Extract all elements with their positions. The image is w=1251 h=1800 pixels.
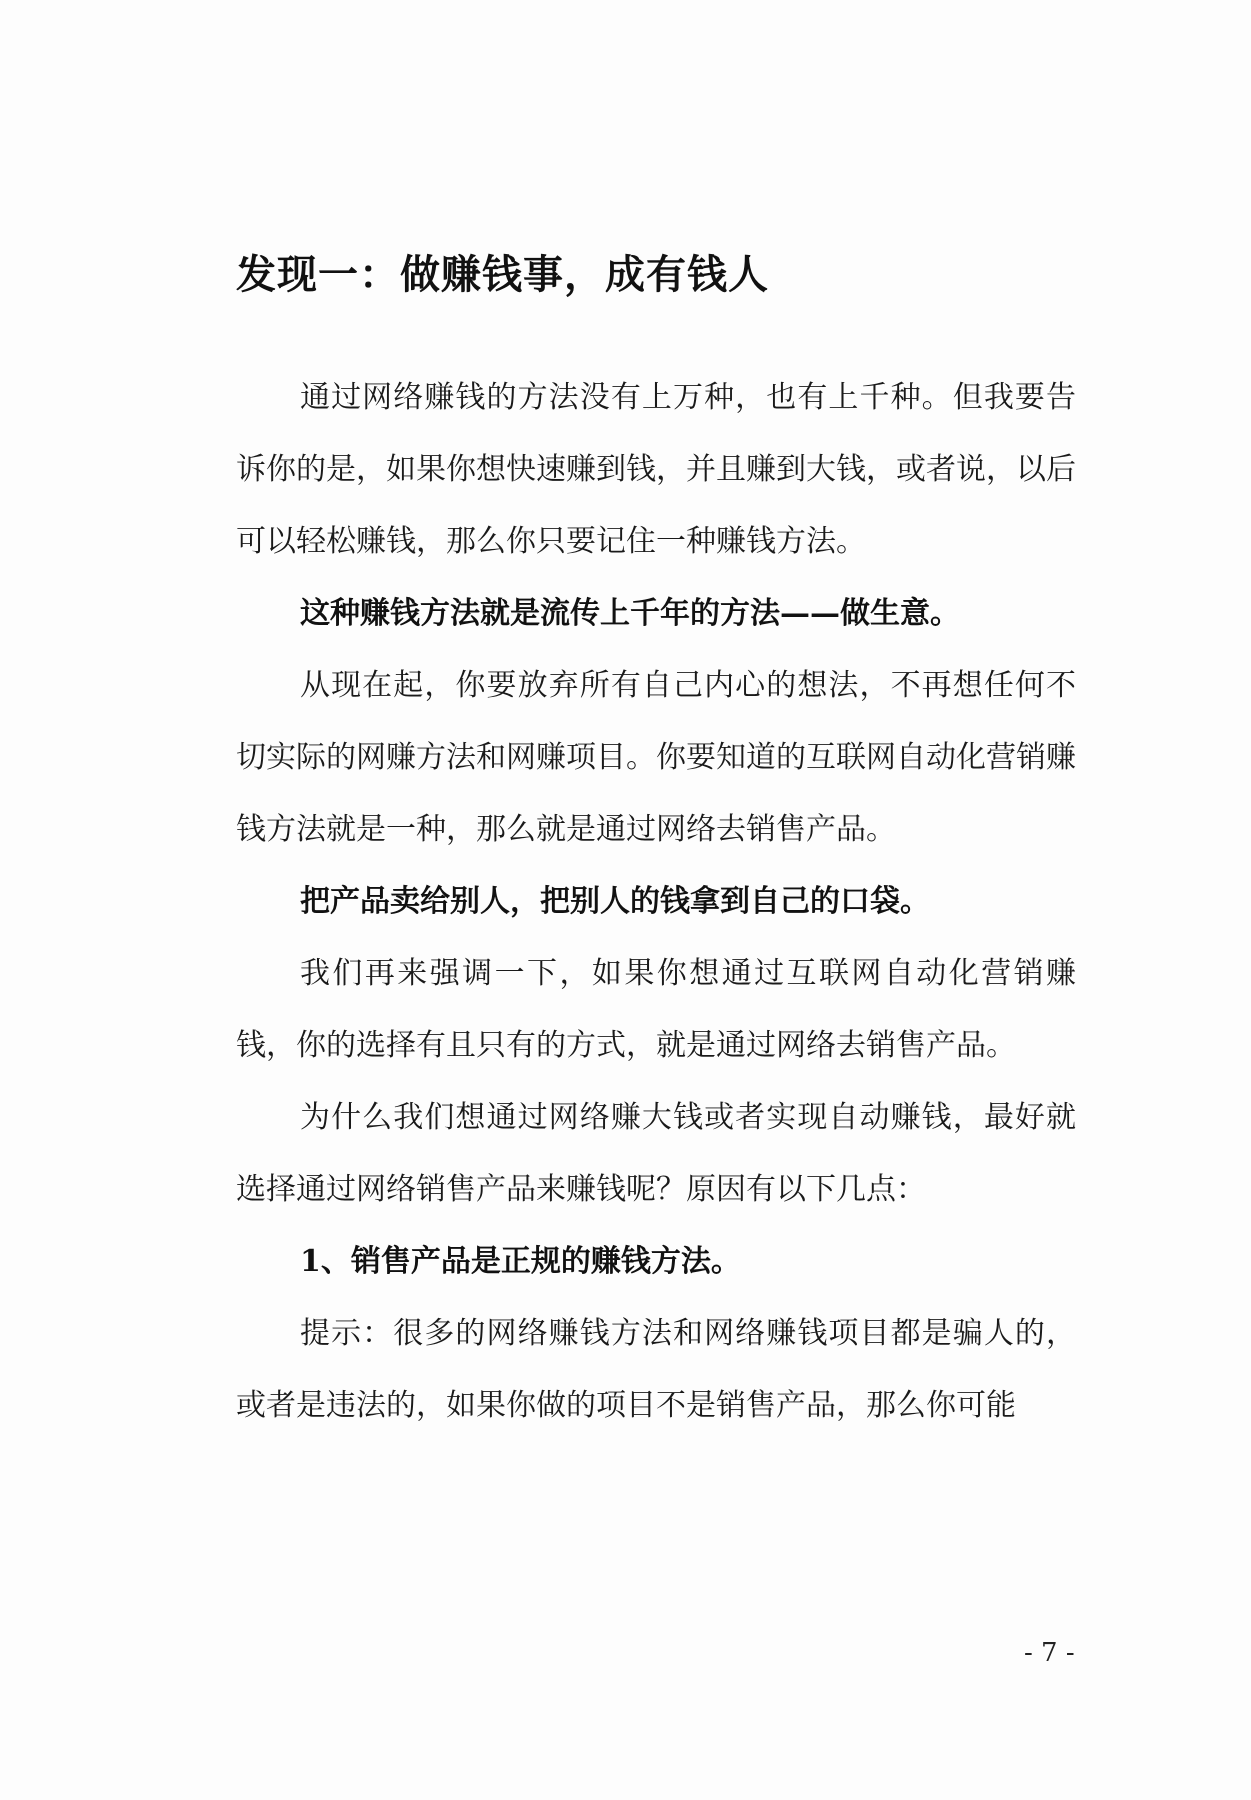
bold-paragraph: 这种赚钱方法就是流传上千年的方法——做生意。: [300, 596, 960, 631]
bold-paragraph: 把产品卖给别人，把别人的钱拿到自己的口袋。: [300, 884, 930, 919]
bold-list-item: 1、销售产品是正规的赚钱方法。: [300, 1244, 741, 1279]
paragraph: 从现在起，你要放弃所有自己内心的想法，不再想任何不切实际的网赚方法和网赚项目。你要知道的互联网自动化营销赚钱方法就是一种，那么就是通过网络去销售产品。: [236, 668, 1076, 847]
paragraph: 我们再来强调一下，如果你想通过互联网自动化营销赚钱，你的选择有且只有的方式，就是通过网络去销售产品。: [236, 956, 1076, 1063]
page-number: - 7 -: [1024, 1638, 1075, 1668]
paragraph: 为什么我们想通过网络赚大钱或者实现自动赚钱，最好就选择通过网络销售产品来赚钱呢？原因有以下几点：: [236, 1100, 1076, 1207]
body-text: [236, 362, 1076, 1442]
section-heading: 发现一：做赚钱事，成有钱人: [236, 252, 769, 298]
paragraph: 通过网络赚钱的方法没有上万种，也有上千种。但我要告诉你的是，如果你想快速赚到钱，并且赚到大钱，或者说，以后可以轻松赚钱，那么你只要记住一种赚钱方法。: [236, 380, 1076, 559]
paragraph: 提示：很多的网络赚钱方法和网络赚钱项目都是骗人的，或者是违法的，如果你做的项目不是销售产品，那么你可能: [236, 1316, 1076, 1423]
